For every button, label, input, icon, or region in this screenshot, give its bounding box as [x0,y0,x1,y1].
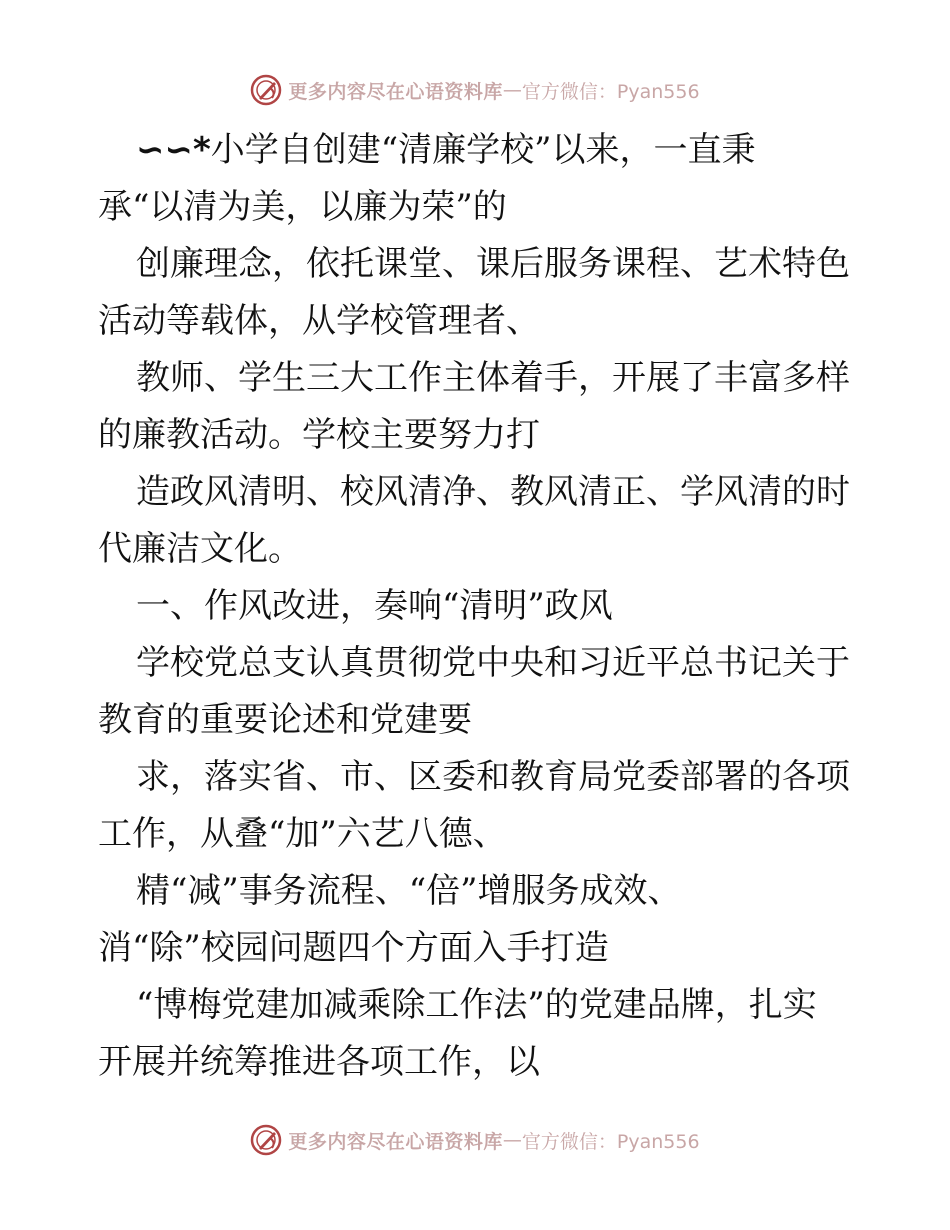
brand-logo-icon [250,74,282,106]
wechat-label: 官方微信：Pyan556 [521,1130,700,1153]
body-line: 消“除”校园问题四个方面入手打造 [98,928,609,968]
body-line: 的廉教活动。学校主要努力打 [98,415,540,455]
body-line: 造政风清明、校风清净、教风清正、学风清的时 [136,472,850,512]
body-line: 求，落实省、市、区委和教育局党委部署的各项 [136,757,850,797]
body-line-text: 小学自创建“清廉学校”以来，一直秉 [210,130,756,170]
separator-dash: — [502,79,522,101]
page-footer [0,1122,950,1158]
body-line: 活动等载体，从学校管理者、 [98,301,540,341]
wechat-label: 官方微信：Pyan556 [521,80,700,103]
decorative-glyph: ∽∽* [136,130,211,170]
document-body [98,122,858,1091]
brand-logo-icon [250,1124,282,1156]
page-header [0,72,950,108]
body-line: 开展并统筹推进各项工作，以 [98,1042,540,1082]
body-line: 代廉洁文化。 [98,529,302,569]
body-line: 精“减”事务流程、“倍”增服务成效、 [136,871,682,911]
body-line [98,122,858,179]
body-line: 教师、学生三大工作主体着手，开展了丰富多样 [136,358,850,398]
brand-text: 更多内容尽在心语资料库 [288,1130,503,1153]
body-line: 承“以清为美，以廉为荣”的 [98,187,507,227]
body-line: 创廉理念，依托课堂、课后服务课程、艺术特色 [136,244,850,284]
body-line: 工作，从叠“加”六艺八德、 [98,814,507,854]
body-line: 教育的重要论述和党建要 [98,700,472,740]
brand-text: 更多内容尽在心语资料库 [288,80,503,103]
section-heading: 一、作风改进，奏响“清明”政风 [136,586,613,626]
body-line: 学校党总支认真贯彻党中央和习近平总书记关于 [136,643,850,683]
separator-dash: — [502,1129,522,1151]
body-line: “博梅党建加减乘除工作法”的党建品牌，扎实 [136,985,817,1025]
